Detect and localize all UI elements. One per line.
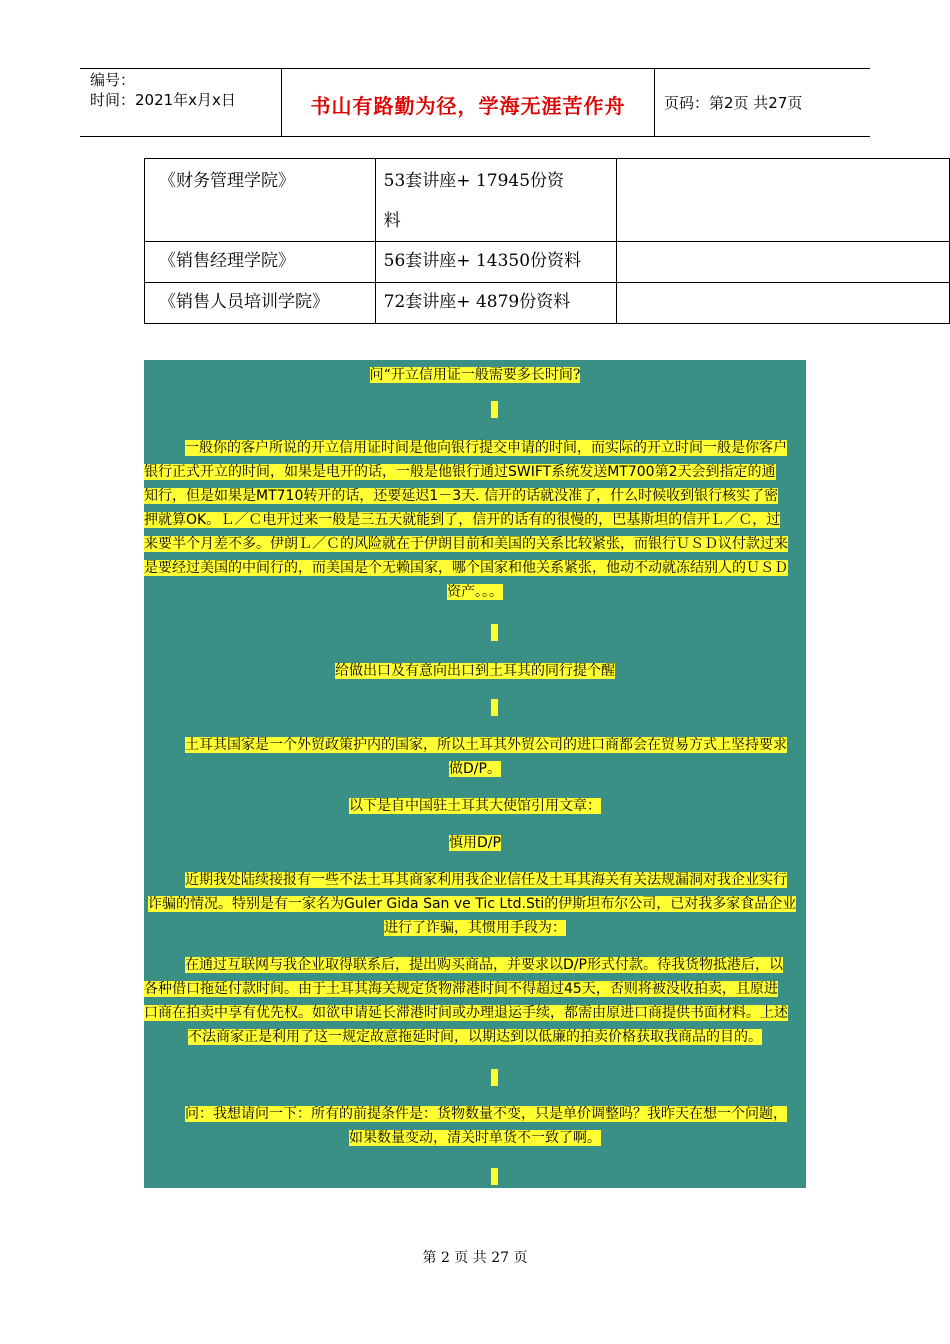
course-amount: 56套讲座+ 14350份资料 [375, 242, 617, 283]
header-top-rule [80, 68, 870, 69]
header-page-info: 页码：第2页 共27页 [664, 94, 803, 112]
q2-line [144, 1129, 806, 1147]
company-name: Guler Gida San ve Tic Ltd.Sti [344, 896, 545, 912]
course-amount [375, 159, 617, 242]
text-run: 各种借口拖延付款时间。由于土耳其海关规定货物滞港时间不得超过 [144, 981, 564, 997]
method-line [144, 956, 806, 974]
turkey-line [144, 736, 806, 754]
text-run: 进行了诈骗，其惯用手段为： [384, 920, 566, 936]
ok-term: OK [186, 512, 207, 528]
text-run: 不法商家正是利用了这一规定故意拖延时间，以期达到以低廉的拍卖价格获取我商品的目的。 [188, 1029, 762, 1045]
q1-answer-line [144, 439, 806, 457]
text-run: 慎用 [449, 835, 478, 851]
time-label: 时间：2021年x月x日 [90, 91, 236, 109]
text-run: 。Ｌ／Ｃ电开过来一般是三五天就能到了，信开的话有的很慢的，巴基斯坦的信开Ｌ／Ｃ，过 [206, 512, 781, 528]
text-run: 天. 信开的话就没准了，什么时候收到银行核实了密 [461, 488, 779, 504]
header-motto: 书山有路勤为径，学海无涯苦作舟 [310, 94, 626, 118]
mt710-term: MT710 [256, 488, 304, 504]
q1-title [144, 366, 806, 384]
turkey-line [144, 760, 806, 778]
course-name: 《销售人员培训学院》 [145, 283, 376, 324]
text-run: 系统发送 [551, 464, 608, 480]
course-note [617, 283, 950, 324]
q1-answer-line [144, 535, 806, 553]
text-run: 资产。。。 [447, 584, 503, 600]
caution-heading [144, 834, 806, 852]
course-table [144, 158, 950, 324]
paragraph-marker [491, 1069, 498, 1086]
text-run: 第 [654, 464, 669, 480]
text-run: 近期我处陆续接报有一些不法土耳其商家利用我企业信任及土耳其海关有关法规漏洞对我企业实行 [185, 872, 787, 888]
dp-term: D/P [463, 761, 487, 777]
paragraph-marker [491, 401, 498, 418]
header-divider [654, 68, 655, 136]
article-panel [144, 360, 806, 1188]
reminder-title-text: 给做出口及有意向出口到土耳其的同行提个醒 [335, 663, 615, 679]
number-run: 45 [564, 981, 582, 997]
course-name: 《销售经理学院》 [145, 242, 376, 283]
text-run: 口商在拍卖中享有优先权。如欲申请延长滞港时间或办理退运手续，都需由原进口商提供书面材料。上述 [144, 1005, 788, 1021]
q1-answer-line [144, 559, 806, 577]
text-run: 押就算 [144, 512, 186, 528]
serial-label: 编号： [90, 71, 136, 89]
fraud-line [144, 895, 806, 913]
text-run: 的伊斯坦布尔公司，已对我多家食品企业 [544, 896, 797, 912]
course-name: 《财务管理学院》 [145, 159, 376, 242]
header-bottom-rule [80, 136, 870, 137]
paragraph-marker [491, 699, 498, 716]
fraud-line [144, 919, 806, 937]
text-run: 在通过互联网与我企业取得联系后，提出购买商品，并要求以 [185, 957, 563, 973]
number-run: 1－3 [429, 488, 462, 504]
dp-term: D/P [563, 957, 587, 973]
text-run: 形式付款。待我货物抵港后，以 [586, 957, 783, 973]
text-run: 问：我想请问一下：所有的前提条件是：货物数量不变，只是单价调整吗？我昨天在想一个问题， [185, 1106, 787, 1122]
page-footer: 第 2 页 共 27 页 [422, 1250, 528, 1266]
q1-answer-line [144, 487, 806, 505]
text-run: 诈骗的情况。特别是有一家名为 [148, 896, 344, 912]
course-note [617, 159, 950, 242]
text-run: 转开的话，还要延迟 [303, 488, 430, 504]
course-amount-line: 料 [383, 211, 401, 231]
course-note [617, 242, 950, 283]
paragraph-marker [491, 624, 498, 641]
paragraph-marker [491, 1168, 498, 1185]
table-row [145, 159, 950, 242]
q1-title-text: 问“开立信用证一般需要多长时间? [369, 367, 581, 383]
course-amount-line: 53套讲座+ 17945份资 [383, 171, 565, 191]
text-run: 如果数量变动，清关时单货不一致了啊。 [349, 1130, 601, 1146]
fraud-line [144, 871, 806, 889]
embassy-intro-text: 以下是自中国驻土耳其大使馆引用文章： [349, 798, 601, 814]
swift-term: SWIFT [508, 464, 552, 480]
method-line [144, 980, 806, 998]
q1-answer-line [144, 583, 806, 601]
text-run: 天会到指定的通 [677, 464, 776, 480]
text-run: 天，否则将被没收拍卖，且原进 [581, 981, 778, 997]
text-run: 。 [486, 761, 501, 777]
header-meta [90, 70, 236, 110]
text-run: 土耳其国家是一个外贸政策护内的国家，所以土耳其外贸公司的进口商都会在贸易方式上坚持要求 [185, 737, 787, 753]
q1-answer-line [144, 463, 806, 481]
text-run: 一般你的客户所说的开立信用证时间是他向银行提交申请的时间，而实际的开立时间一般是你客户 [185, 440, 787, 456]
text-run: 是要经过美国的中间行的，而美国是个无赖国家，哪个国家和他关系紧张，他动不动就冻结别人的ＵＳＤ [144, 560, 788, 576]
text-run: 知行，但是如果是 [144, 488, 256, 504]
text-run: 来要半个月差不多。伊朗Ｌ／Ｃ的风险就在于伊朗目前和美国的关系比较紧张，而银行ＵＳＤ议付款过来 [144, 536, 788, 552]
reminder-title [144, 662, 806, 680]
dp-term: D/P [477, 835, 501, 851]
number-run: 2 [668, 464, 678, 480]
text-run: 做 [449, 761, 464, 777]
table-row [145, 242, 950, 283]
q1-answer-line [144, 511, 806, 529]
mt700-term: MT700 [607, 464, 655, 480]
q2-line [144, 1105, 806, 1123]
embassy-intro [144, 797, 806, 815]
text-run: 银行正式开立的时间，如果是电开的话，一般是他银行通过 [144, 464, 508, 480]
method-line [144, 1028, 806, 1046]
course-amount: 72套讲座+ 4879份资料 [375, 283, 617, 324]
table-row [145, 283, 950, 324]
method-line [144, 1004, 806, 1022]
